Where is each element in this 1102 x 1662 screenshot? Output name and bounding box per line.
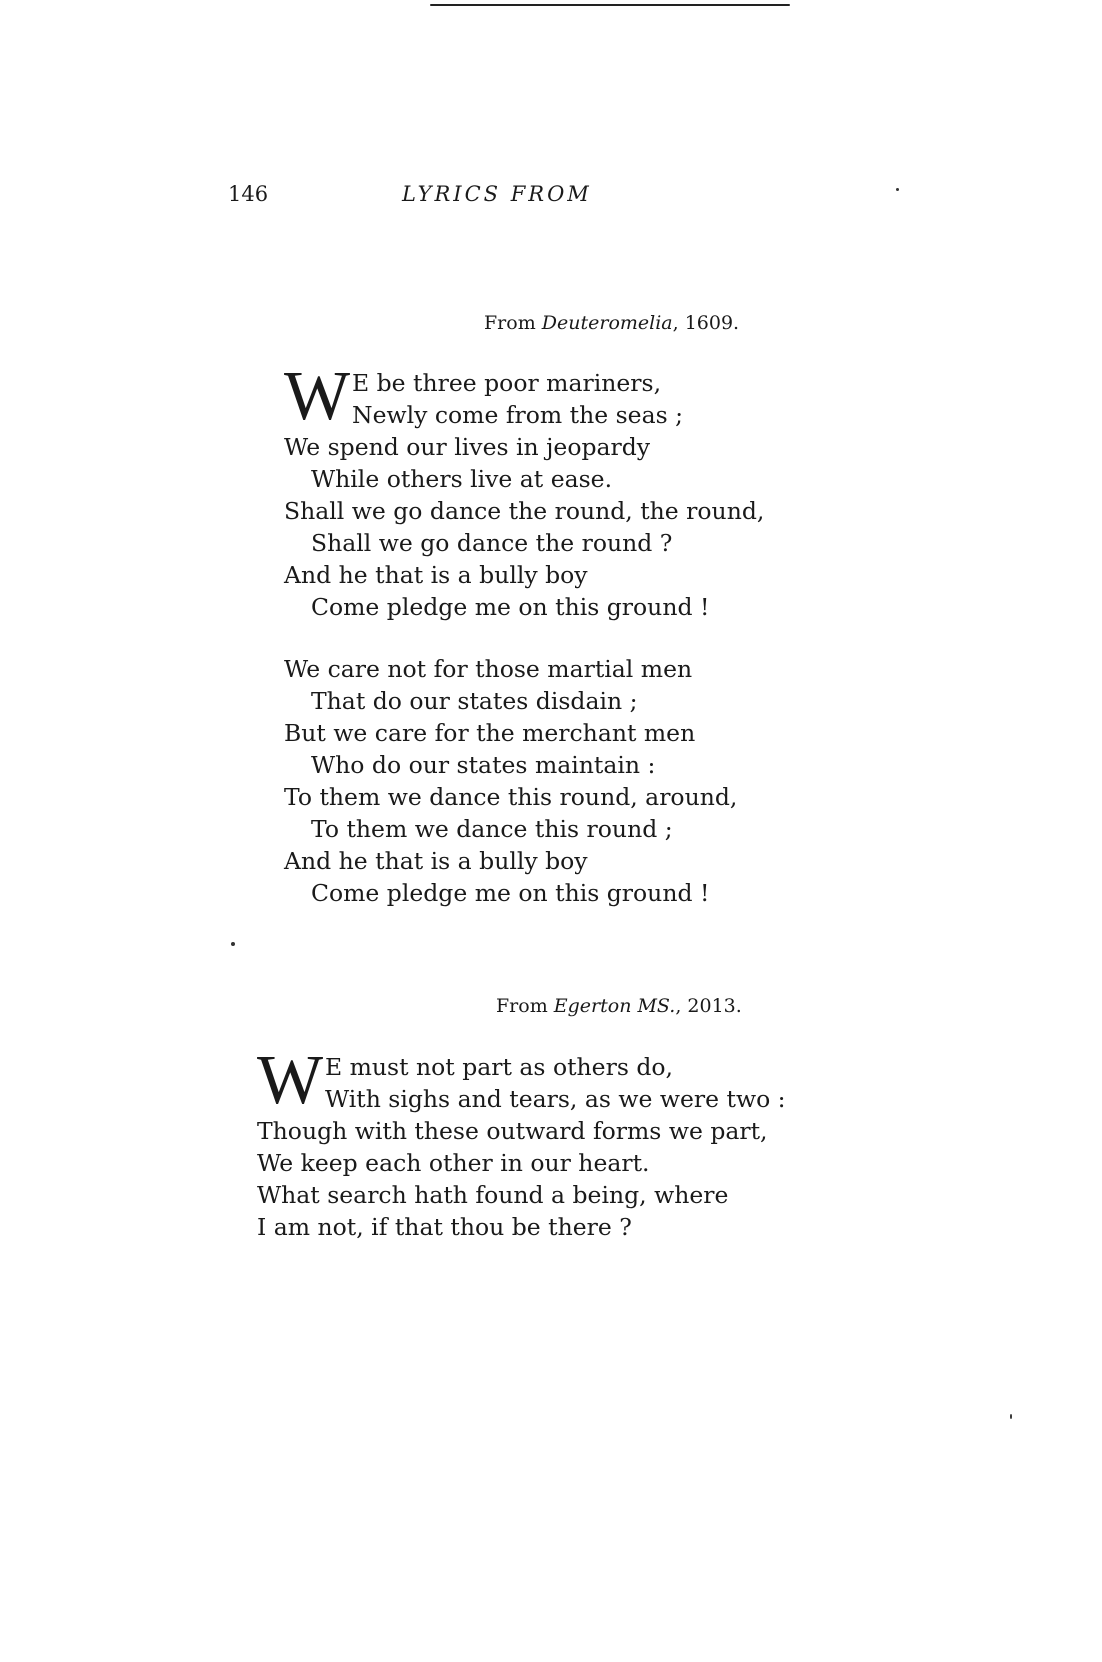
poem-line: Newly come from the seas ;: [352, 401, 684, 429]
poem2-source-prefix: From: [496, 995, 554, 1017]
poem-line: And he that is a bully boy: [284, 561, 588, 589]
poem-line: What search hath found a being, where: [257, 1181, 729, 1209]
poem-line: While others live at ease.: [311, 465, 613, 493]
poem-line-text: E be three poor mariners,: [352, 369, 662, 397]
poem-line: We spend our lives in jeopardy: [284, 433, 651, 461]
poem1-source-prefix: From: [484, 312, 542, 334]
speck-1: [896, 188, 899, 191]
speck-2: [231, 942, 235, 946]
poem-line: With sighs and tears, as we were two :: [325, 1085, 786, 1113]
poem-line: Come pledge me on this ground !: [311, 593, 710, 621]
poem1-source: [484, 312, 739, 334]
poem-line: That do our states disdain ;: [311, 687, 638, 715]
poem2: [257, 1042, 786, 1243]
poem-line: To them we dance this round ;: [311, 815, 673, 843]
poem1-stanza-2: [284, 653, 764, 909]
poem-line-text: E must not part as others do,: [325, 1053, 674, 1081]
running-head: LYRICS FROM: [402, 182, 592, 206]
poem-line: I am not, if that thou be there ?: [257, 1213, 632, 1241]
top-rule: [430, 4, 790, 6]
poem-line: Who do our states maintain :: [311, 751, 656, 779]
speck-3: [1010, 1414, 1012, 1419]
poem-line: We keep each other in our heart.: [257, 1149, 650, 1177]
poem-line: And he that is a bully boy: [284, 847, 588, 875]
poem-line: Shall we go dance the round, the round,: [284, 497, 765, 525]
poem-line: Come pledge me on this ground !: [311, 879, 710, 907]
page-number: 146: [228, 182, 269, 206]
poem1-stanza-1: [284, 358, 765, 623]
poem-line: Though with these outward forms we part,: [257, 1117, 768, 1145]
poem1: [284, 358, 765, 909]
poem-line: But we care for the merchant men: [284, 719, 696, 747]
poem-line: To them we dance this round, around,: [284, 783, 738, 811]
poem2-source: [496, 995, 742, 1017]
poem1-source-title: Deuteromelia: [541, 312, 673, 334]
poem2-source-title: Egerton MS.: [553, 995, 676, 1017]
poem-line: We care not for those martial men: [284, 655, 693, 683]
poem2-source-suffix: , 2013.: [675, 995, 742, 1017]
poem2-dropcap: W: [257, 1042, 324, 1119]
stanza-gap: [284, 623, 764, 653]
poem1-source-suffix: , 1609.: [672, 312, 740, 334]
poem2-stanza: [257, 1042, 786, 1243]
poem-line: Shall we go dance the round ?: [311, 529, 673, 557]
poem1-dropcap: W: [284, 358, 351, 435]
